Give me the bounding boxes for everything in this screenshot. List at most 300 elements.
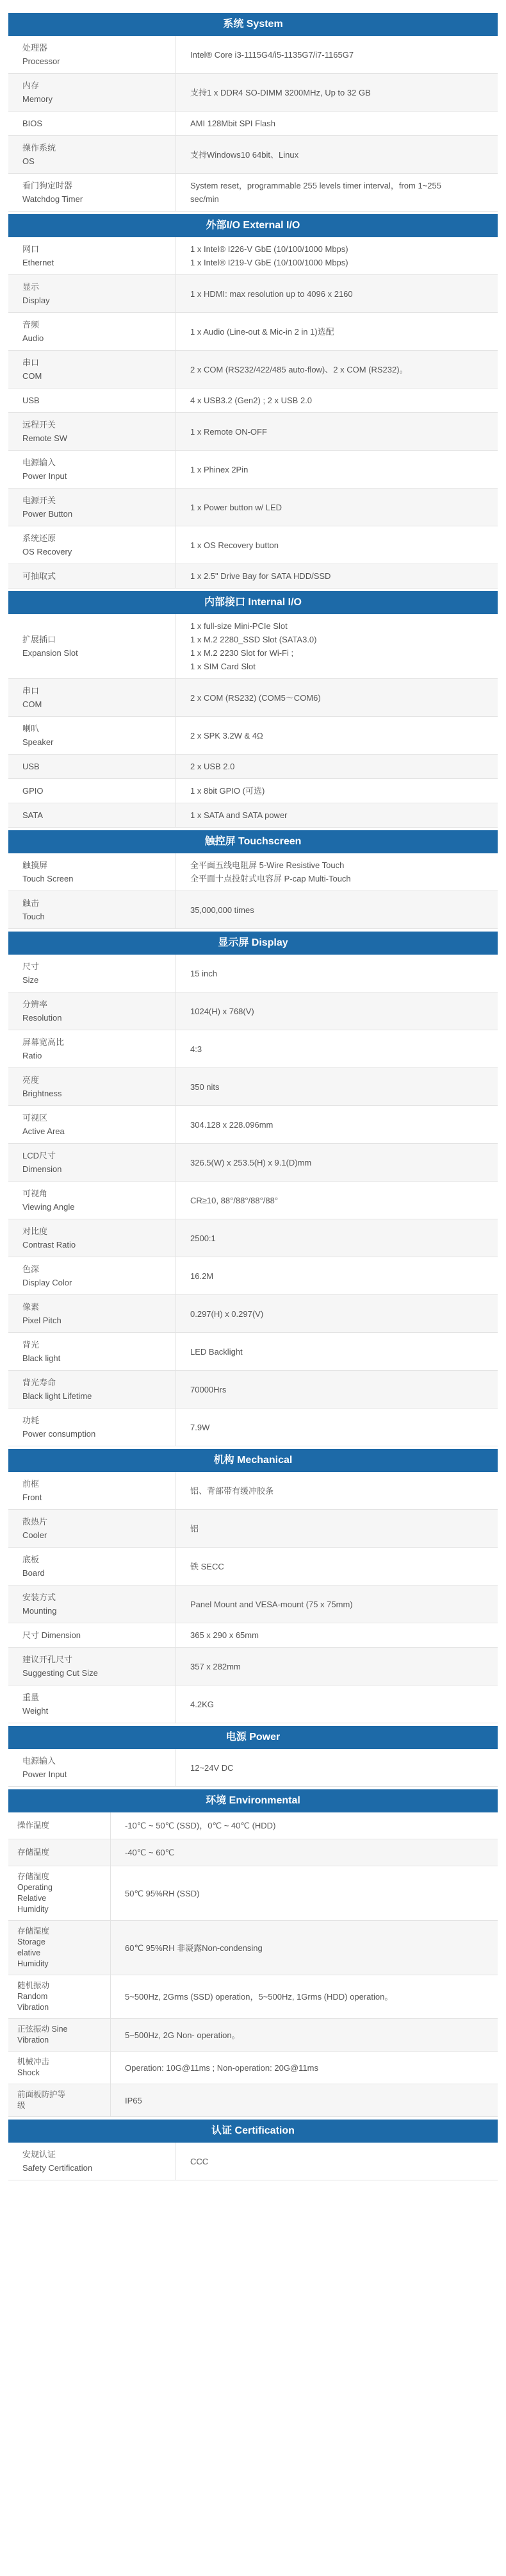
spec-value <box>176 853 498 891</box>
spec-value-line: -40℃ ~ 60℃ <box>125 1848 175 1857</box>
spec-label-line: 散热片 <box>22 1517 48 1526</box>
spec-label <box>8 1812 111 1839</box>
spec-label <box>8 1106 176 1143</box>
spec-label <box>8 2052 111 2084</box>
spec-value-line: 2500:1 <box>190 1233 216 1243</box>
spec-row <box>8 679 498 717</box>
spec-label-line: 正弦振动 Sine <box>17 2025 68 2034</box>
spec-value-line: 50℃ 95%RH (SSD) <box>125 1888 200 1898</box>
spec-value-line: CCC <box>190 2156 209 2166</box>
spec-label <box>8 174 176 211</box>
spec-row <box>8 1921 498 1975</box>
spec-value <box>176 1409 498 1446</box>
spec-value-line: 365 x 290 x 65mm <box>190 1630 259 1640</box>
spec-row <box>8 2019 498 2052</box>
spec-value-line: 1 x SIM Card Slot <box>190 662 256 671</box>
spec-label-line: Random <box>17 1992 48 2001</box>
spec-label-line: Contrast Ratio <box>22 1240 76 1250</box>
spec-label <box>8 351 176 388</box>
spec-label <box>8 1648 176 1685</box>
section-title: 内部接口 Internal I/O <box>8 591 498 614</box>
spec-value <box>176 755 498 778</box>
spec-value-line: AMI 128Mbit SPI Flash <box>190 119 275 128</box>
spec-label <box>8 679 176 716</box>
spec-row <box>8 803 498 828</box>
spec-row <box>8 755 498 779</box>
spec-label <box>8 1295 176 1332</box>
spec-label-line: 安规认证 <box>22 2150 56 2159</box>
spec-value-line: 357 x 282mm <box>190 1661 241 1671</box>
spec-label <box>8 36 176 73</box>
spec-row <box>8 1030 498 1068</box>
spec-value-line: 1 x HDMI: max resolution up to 4096 x 2160 <box>190 289 353 299</box>
spec-row <box>8 237 498 275</box>
spec-row <box>8 1812 498 1839</box>
spec-label-line: Board <box>22 1568 45 1578</box>
spec-value-line: System reset，programmable 255 levels timer interval，from 1~255 <box>190 181 441 190</box>
section-title: 认证 Certification <box>8 2120 498 2143</box>
spec-label-line: Dimension <box>22 1164 62 1174</box>
spec-value <box>176 1648 498 1685</box>
spec-label-line: 扩展插口 <box>22 635 56 644</box>
spec-value <box>176 112 498 135</box>
spec-value <box>176 1030 498 1067</box>
spec-row <box>8 1975 498 2019</box>
spec-label-line: 可抽取式 <box>22 571 56 581</box>
spec-label-line: 底板 <box>22 1555 40 1564</box>
spec-label-line: 串口 <box>22 358 40 367</box>
spec-value-line: 全平面十点投射式电容屏 P-cap Multi-Touch <box>190 874 351 883</box>
spec-label <box>8 275 176 312</box>
spec-label-line: 尺寸 Dimension <box>22 1630 81 1640</box>
spec-label-line: Display Color <box>22 1278 72 1287</box>
spec-label <box>8 237 176 274</box>
spec-row <box>8 1749 498 1787</box>
spec-label <box>8 313 176 350</box>
spec-row <box>8 36 498 74</box>
spec-row <box>8 717 498 755</box>
spec-label <box>8 413 176 450</box>
spec-row <box>8 1648 498 1685</box>
spec-label-line: Vibration <box>17 2003 49 2012</box>
spec-label <box>8 1585 176 1623</box>
spec-label-line: 内存 <box>22 81 40 90</box>
spec-value <box>176 614 498 678</box>
spec-row <box>8 2052 498 2084</box>
spec-value <box>111 1839 498 1866</box>
spec-value-line: 支持Windows10 64bit、Linux <box>190 149 299 160</box>
spec-row <box>8 614 498 679</box>
spec-section <box>8 1726 498 1787</box>
spec-label <box>8 1333 176 1370</box>
spec-row <box>8 489 498 526</box>
spec-label-line: 对比度 <box>22 1226 48 1236</box>
spec-value <box>176 779 498 803</box>
section-title: 系统 System <box>8 13 498 36</box>
spec-label-line: 机械冲击 <box>17 2057 50 2066</box>
spec-value <box>176 36 498 73</box>
spec-label-line: Resolution <box>22 1013 62 1023</box>
section-title: 环境 Environmental <box>8 1789 498 1812</box>
spec-label-line: 网口 <box>22 244 40 254</box>
spec-row <box>8 451 498 489</box>
spec-value-line: 70000Hrs <box>190 1384 227 1394</box>
spec-value-line: 326.5(W) x 253.5(H) x 9.1(D)mm <box>190 1157 312 1167</box>
spec-value <box>176 1068 498 1105</box>
spec-value-line: 1 x Phinex 2Pin <box>190 464 249 474</box>
spec-label-line: Humidity <box>17 1959 49 1968</box>
spec-label <box>8 1510 176 1547</box>
spec-value-line: IP65 <box>125 2095 142 2105</box>
spec-value-line: CR≥10, 88°/88°/88°/88° <box>190 1195 279 1205</box>
spec-label-line: 像素 <box>22 1302 40 1312</box>
spec-value <box>176 1257 498 1294</box>
spec-label <box>8 992 176 1030</box>
spec-row <box>8 779 498 803</box>
spec-label-line: Safety Certification <box>22 2163 93 2173</box>
spec-label-line: 触击 <box>22 898 40 908</box>
spec-value <box>176 1182 498 1219</box>
spec-row <box>8 1839 498 1866</box>
spec-label-line: 功耗 <box>22 1416 40 1425</box>
spec-label-line: 显示 <box>22 282 40 292</box>
spec-value-line: 1 x Power button w/ LED <box>190 502 282 512</box>
spec-label <box>8 1685 176 1723</box>
spec-value-line: Panel Mount and VESA-mount (75 x 75mm) <box>190 1599 353 1609</box>
spec-value <box>176 1685 498 1723</box>
spec-label-line: 随机振动 <box>17 1981 50 1990</box>
spec-value-line: 350 nits <box>190 1082 220 1092</box>
spec-row <box>8 564 498 589</box>
spec-value-line: 2 x COM (RS232/422/485 auto-flow)、2 x COM (RS232)。 <box>190 364 408 374</box>
spec-value <box>176 1472 498 1509</box>
spec-value-line: 支持1 x DDR4 SO-DIMM 3200MHz, Up to 32 GB <box>190 87 371 97</box>
spec-section <box>8 13 498 212</box>
spec-value-line: 2 x USB 2.0 <box>190 762 235 771</box>
spec-row <box>8 526 498 564</box>
spec-label <box>8 891 176 928</box>
spec-label-line: GPIO <box>22 786 44 796</box>
spec-label-line: OS <box>22 156 35 166</box>
spec-label <box>8 955 176 992</box>
spec-label-line: 背光寿命 <box>22 1378 56 1387</box>
spec-label-line: 串口 <box>22 686 40 696</box>
spec-value <box>176 717 498 754</box>
spec-label-line: Power Input <box>22 471 67 481</box>
spec-value <box>176 955 498 992</box>
spec-row <box>8 1295 498 1333</box>
spec-value <box>111 1975 498 2018</box>
spec-value-line: 铁 SECC <box>190 1561 224 1571</box>
spec-label <box>8 614 176 678</box>
spec-row <box>8 1685 498 1723</box>
spec-label-line: Display <box>22 296 50 305</box>
spec-value <box>176 564 498 588</box>
spec-label-line: Ethernet <box>22 258 54 267</box>
spec-value <box>176 1585 498 1623</box>
spec-label-line: 安装方式 <box>22 1593 56 1602</box>
spec-label-line: Front <box>22 1493 42 1502</box>
spec-value-line: 4.2KG <box>190 1699 214 1709</box>
spec-label-line: 电源输入 <box>22 1756 56 1766</box>
spec-label-line: Memory <box>22 94 53 104</box>
spec-row <box>8 112 498 136</box>
spec-row <box>8 1409 498 1446</box>
spec-value-line: 5~500Hz, 2G Non- operation。 <box>125 2030 240 2040</box>
spec-label <box>8 389 176 412</box>
spec-value <box>176 803 498 827</box>
spec-value <box>111 1921 498 1975</box>
spec-label-line: Size <box>22 975 39 985</box>
spec-label-line: Black light Lifetime <box>22 1391 92 1401</box>
spec-section <box>8 1449 498 1723</box>
spec-value-line: 铝、背部带有缓冲胶条 <box>190 1485 274 1496</box>
spec-value <box>111 1812 498 1839</box>
spec-label-line: 操作系统 <box>22 143 56 153</box>
spec-label-line: Relative <box>17 1894 47 1903</box>
spec-label-line: Shock <box>17 2068 40 2077</box>
spec-label-line: 可视角 <box>22 1189 48 1198</box>
spec-value-line: 1 x Intel® I226-V GbE (10/100/1000 Mbps) <box>190 244 348 254</box>
spec-label-line: 亮度 <box>22 1075 40 1085</box>
spec-value <box>111 1866 498 1920</box>
spec-label <box>8 489 176 526</box>
spec-value-line: 1 x 8bit GPIO (可选) <box>190 786 265 796</box>
spec-value-line: 1 x Remote ON-OFF <box>190 426 267 437</box>
spec-value <box>176 1106 498 1143</box>
spec-label <box>8 1548 176 1585</box>
spec-row <box>8 389 498 413</box>
spec-value <box>176 451 498 488</box>
spec-label-line: 处理器 <box>22 43 48 53</box>
spec-section <box>8 591 498 828</box>
spec-label-line: Weight <box>22 1706 49 1716</box>
spec-label <box>8 112 176 135</box>
spec-label-line: Touch Screen <box>22 874 74 883</box>
spec-label-line: 前框 <box>22 1479 40 1489</box>
spec-value-line: -10℃ ~ 50℃ (SSD)，0℃ ~ 40℃ (HDD) <box>125 1821 276 1830</box>
spec-value <box>176 1371 498 1408</box>
spec-value <box>176 679 498 716</box>
spec-row <box>8 1257 498 1295</box>
spec-label-line: 级 <box>17 2101 26 2110</box>
spec-label <box>8 1866 111 1920</box>
spec-label <box>8 1219 176 1257</box>
spec-value <box>176 389 498 412</box>
spec-value <box>176 1219 498 1257</box>
spec-label-line: Processor <box>22 56 60 66</box>
spec-label <box>8 1921 111 1975</box>
spec-value-line: 1 x M.2 2280_SSD Slot (SATA3.0) <box>190 635 317 644</box>
spec-row <box>8 174 498 212</box>
spec-row <box>8 1623 498 1648</box>
spec-value-line: 4:3 <box>190 1044 202 1054</box>
spec-value-line: sec/min <box>190 194 219 204</box>
spec-label-line: Suggesting Cut Size <box>22 1668 98 1678</box>
spec-value-line: 1 x M.2 2230 Slot for Wi-Fi ; <box>190 648 294 658</box>
spec-value <box>176 1749 498 1786</box>
spec-row <box>8 955 498 992</box>
spec-value-line: 2 x COM (RS232) (COM5～COM6) <box>190 692 321 703</box>
spec-label-line: elative <box>17 1948 41 1957</box>
spec-value-line: 1 x 2.5" Drive Bay for SATA HDD/SSD <box>190 571 331 581</box>
spec-section <box>8 830 498 929</box>
spec-label-line: OS Recovery <box>22 547 72 556</box>
spec-value <box>176 136 498 173</box>
spec-label <box>8 526 176 564</box>
spec-label-line: Storage <box>17 1937 45 1946</box>
spec-row <box>8 1371 498 1409</box>
spec-label-line: 电源输入 <box>22 458 56 467</box>
spec-value <box>176 174 498 211</box>
spec-value <box>176 1333 498 1370</box>
spec-label-line: 背光 <box>22 1340 40 1350</box>
spec-label-line: 屏幕宽高比 <box>22 1037 65 1047</box>
spec-label-line: SATA <box>22 810 44 820</box>
spec-label-line: 可视区 <box>22 1113 48 1123</box>
spec-row <box>8 853 498 891</box>
spec-value <box>176 413 498 450</box>
spec-value-line: 16.2M <box>190 1271 214 1281</box>
spec-row <box>8 74 498 112</box>
spec-value-line: 35,000,000 times <box>190 905 254 915</box>
spec-row <box>8 313 498 351</box>
spec-value-line: 1 x Audio (Line-out & Mic-in 2 in 1)选配 <box>190 326 334 337</box>
spec-value-line: 1 x SATA and SATA power <box>190 810 288 820</box>
spec-value-line: 304.128 x 228.096mm <box>190 1119 273 1130</box>
spec-label <box>8 1975 111 2018</box>
spec-row <box>8 1472 498 1510</box>
spec-label-line: 喇叭 <box>22 724 40 733</box>
section-title: 触控屏 Touchscreen <box>8 830 498 853</box>
spec-row <box>8 1510 498 1548</box>
spec-label-line: Power Input <box>22 1769 67 1779</box>
spec-value-line: 1024(H) x 768(V) <box>190 1006 254 1016</box>
spec-row <box>8 992 498 1030</box>
spec-row <box>8 351 498 389</box>
spec-label-line: Watchdog Timer <box>22 194 83 204</box>
spec-label <box>8 1749 176 1786</box>
section-title: 外部I/O External I/O <box>8 214 498 237</box>
spec-value <box>176 1510 498 1547</box>
spec-label <box>8 564 176 588</box>
spec-row <box>8 891 498 929</box>
spec-row <box>8 1333 498 1371</box>
spec-value <box>176 74 498 111</box>
spec-label <box>8 2084 111 2116</box>
spec-label-line: Ratio <box>22 1051 42 1060</box>
spec-label <box>8 1030 176 1067</box>
spec-label <box>8 136 176 173</box>
spec-label-line: USB <box>22 396 40 405</box>
spec-value-line: 60℃ 95%RH 非凝露Non-condensing <box>125 1943 263 1953</box>
spec-label <box>8 1371 176 1408</box>
spec-row <box>8 136 498 174</box>
spec-label <box>8 2019 111 2051</box>
spec-label <box>8 1409 176 1446</box>
spec-value <box>111 2052 498 2084</box>
spec-label-line: 电源开关 <box>22 496 56 505</box>
spec-label-line: 远程开关 <box>22 420 56 430</box>
spec-value-line: Operation: 10G@11ms ; Non-operation: 20G@11ms <box>125 2062 318 2073</box>
spec-label <box>8 1257 176 1294</box>
spec-label-line: 重量 <box>22 1693 40 1702</box>
spec-label <box>8 1472 176 1509</box>
spec-label-line: BIOS <box>22 119 43 128</box>
spec-label-line: COM <box>22 371 42 381</box>
spec-label <box>8 451 176 488</box>
spec-label-line: Power Button <box>22 509 73 519</box>
spec-value <box>111 2019 498 2051</box>
spec-label-line: 系统还原 <box>22 533 56 543</box>
spec-value <box>176 992 498 1030</box>
spec-value-line: 7.9W <box>190 1422 210 1432</box>
spec-label-line: Active Area <box>22 1126 65 1136</box>
spec-label-line: Vibration <box>17 2036 49 2045</box>
spec-value-line: 1 x full-size Mini-PCIe Slot <box>190 621 288 631</box>
spec-label-line: Expansion Slot <box>22 648 78 658</box>
spec-label-line: 存储湿度 <box>17 1872 50 1881</box>
spec-value-line: 4 x USB3.2 (Gen2) ; 2 x USB 2.0 <box>190 396 313 405</box>
spec-value-line: 0.297(H) x 0.297(V) <box>190 1309 264 1319</box>
spec-label-line: USB <box>22 762 40 771</box>
spec-label-line: Pixel Pitch <box>22 1316 61 1325</box>
spec-value-line: 全平面五线电阻屏 5-Wire Resistive Touch <box>190 860 345 870</box>
spec-label-line: Brightness <box>22 1089 62 1098</box>
spec-label-line: Cooler <box>22 1530 47 1540</box>
spec-label <box>8 755 176 778</box>
spec-label-line: Black light <box>22 1353 61 1363</box>
spec-row <box>8 1106 498 1144</box>
spec-label <box>8 803 176 827</box>
spec-row <box>8 2143 498 2180</box>
spec-label-line: Audio <box>22 333 44 343</box>
spec-label <box>8 74 176 111</box>
spec-value <box>176 1623 498 1647</box>
spec-value <box>176 2143 498 2180</box>
spec-value-line: 12~24V DC <box>190 1762 234 1773</box>
spec-value <box>176 351 498 388</box>
spec-row <box>8 1866 498 1921</box>
spec-value-line: 15 inch <box>190 968 217 978</box>
spec-label-line: Operating <box>17 1883 53 1892</box>
spec-row <box>8 1219 498 1257</box>
spec-row <box>8 275 498 313</box>
spec-value <box>176 891 498 928</box>
spec-label-line: 分辨率 <box>22 999 48 1009</box>
spec-label <box>8 717 176 754</box>
spec-value <box>176 275 498 312</box>
spec-section <box>8 2120 498 2180</box>
section-title: 电源 Power <box>8 1726 498 1749</box>
spec-label-line: 存储温度 <box>17 1848 50 1857</box>
spec-label-line: Speaker <box>22 737 54 747</box>
spec-label <box>8 2143 176 2180</box>
spec-value <box>176 237 498 274</box>
spec-value-line: 1 x Intel® I219-V GbE (10/100/1000 Mbps) <box>190 258 348 267</box>
spec-value-line: 1 x OS Recovery button <box>190 540 279 550</box>
spec-label-line: 建议开孔尺寸 <box>22 1655 73 1664</box>
spec-label <box>8 1144 176 1181</box>
spec-label <box>8 853 176 891</box>
spec-value-line: 2 x SPK 3.2W & 4Ω <box>190 730 263 740</box>
spec-section <box>8 932 498 1446</box>
spec-section <box>8 214 498 589</box>
section-title: 显示屏 Display <box>8 932 498 955</box>
spec-row <box>8 1144 498 1182</box>
spec-label-line: LCD尺寸 <box>22 1151 56 1160</box>
spec-row <box>8 2084 498 2117</box>
